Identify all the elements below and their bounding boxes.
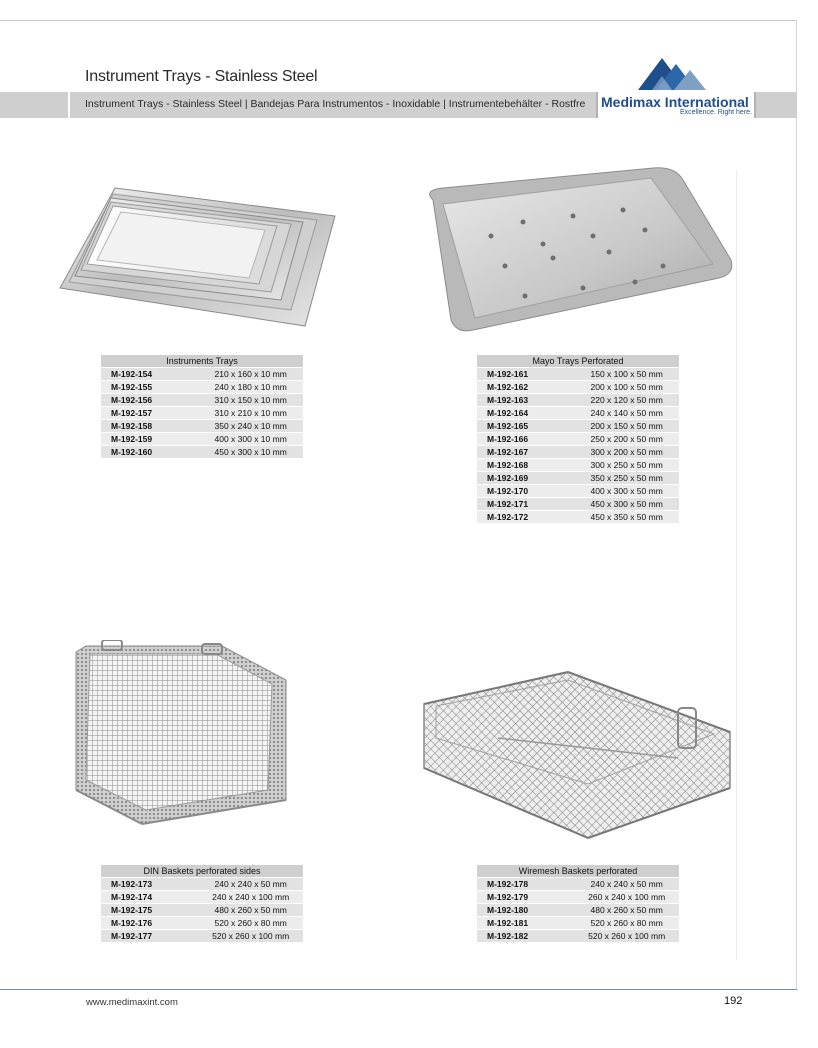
mayo-tray-image [413,160,738,340]
table-row [477,511,679,524]
table-row [101,930,303,943]
table-row [101,917,303,930]
table-heading: Instruments Trays [101,355,303,368]
instrument-trays-table [101,355,303,458]
product-code: M-192-167 [477,446,574,459]
product-code: M-192-163 [477,394,574,407]
product-code: M-192-173 [101,878,198,891]
product-code: M-192-174 [101,891,198,904]
mountain-logo-icon [596,52,756,94]
table-body [477,878,679,943]
company-logo [596,52,756,120]
product-size: 240 x 240 x 50 mm [574,878,679,891]
product-code: M-192-164 [477,407,574,420]
product-code: M-192-157 [101,407,198,420]
product-code: M-192-155 [101,381,198,394]
table-heading: DIN Baskets perforated sides [101,865,303,878]
table-row [101,878,303,891]
table-row [477,381,679,394]
table-row [477,891,679,904]
product-code: M-192-158 [101,420,198,433]
table-row [101,394,303,407]
product-size: 240 x 240 x 50 mm [198,878,303,891]
product-size: 220 x 120 x 50 mm [574,394,679,407]
product-code: M-192-179 [477,891,574,904]
product-code: M-192-178 [477,878,574,891]
product-size: 400 x 300 x 50 mm [574,485,679,498]
product-code: M-192-170 [477,485,574,498]
product-code: M-192-161 [477,368,574,381]
product-size: 450 x 350 x 50 mm [574,511,679,524]
product-size: 300 x 250 x 50 mm [574,459,679,472]
table-body [101,368,303,459]
table-row [101,368,303,381]
product-code: M-192-169 [477,472,574,485]
product-size: 250 x 200 x 50 mm [574,433,679,446]
table-row [477,485,679,498]
product-code: M-192-176 [101,917,198,930]
wiremesh-basket-image [418,668,736,843]
product-code: M-192-166 [477,433,574,446]
product-code: M-192-181 [477,917,574,930]
product-code: M-192-182 [477,930,574,943]
table-row [477,878,679,891]
table-row [477,472,679,485]
product-code: M-192-162 [477,381,574,394]
table-row [477,459,679,472]
product-size: 310 x 210 x 10 mm [198,407,303,420]
product-size: 210 x 160 x 10 mm [198,368,303,381]
table-row [477,433,679,446]
product-code: M-192-159 [101,433,198,446]
page-border-bottom [0,989,797,990]
table-row [477,407,679,420]
table-body [101,878,303,943]
product-size: 150 x 100 x 50 mm [574,368,679,381]
table-row [101,381,303,394]
table-row [477,446,679,459]
table-row [101,433,303,446]
product-size: 300 x 200 x 50 mm [574,446,679,459]
product-size: 520 x 260 x 100 mm [198,930,303,943]
page-subtitle: Instrument Trays - Stainless Steel | Bandejas Para Instrumentos - Inoxidable | Instrumentebehälter - Rostfre [85,98,586,110]
page-border-right [796,20,797,990]
page-number: 192 [724,995,743,1007]
table-row [101,420,303,433]
product-size: 260 x 240 x 100 mm [574,891,679,904]
table-row [477,368,679,381]
subtitle-bar-tick [68,92,70,118]
din-baskets-table [101,865,303,942]
table-body [477,368,679,524]
table-row [477,420,679,433]
product-size: 480 x 260 x 50 mm [198,904,303,917]
table-row [101,904,303,917]
product-size: 520 x 260 x 80 mm [574,917,679,930]
product-size: 310 x 150 x 10 mm [198,394,303,407]
product-code: M-192-180 [477,904,574,917]
product-size: 480 x 260 x 50 mm [574,904,679,917]
product-size: 450 x 300 x 50 mm [574,498,679,511]
product-code: M-192-177 [101,930,198,943]
logo-tagline: Excellence. Right here. [680,109,752,116]
product-size: 200 x 150 x 50 mm [574,420,679,433]
table-row [477,498,679,511]
wiremesh-baskets-table [477,865,679,942]
table-row [477,394,679,407]
product-code: M-192-154 [101,368,198,381]
logo-name: Medimax International [601,94,749,110]
product-size: 400 x 300 x 10 mm [198,433,303,446]
product-code: M-192-156 [101,394,198,407]
product-code: M-192-172 [477,511,574,524]
table-heading: Mayo Trays Perforated [477,355,679,368]
product-code: M-192-165 [477,420,574,433]
table-row [101,446,303,459]
product-code: M-192-171 [477,498,574,511]
table-row [101,407,303,420]
page-border-top [0,20,797,21]
table-heading: Wiremesh Baskets perforated [477,865,679,878]
mayo-trays-table [477,355,679,523]
product-size: 350 x 250 x 50 mm [574,472,679,485]
din-basket-image [72,640,292,830]
table-row [477,917,679,930]
product-size: 520 x 260 x 80 mm [198,917,303,930]
product-size: 350 x 240 x 10 mm [198,420,303,433]
product-size: 240 x 240 x 100 mm [198,891,303,904]
table-row [101,891,303,904]
product-code: M-192-160 [101,446,198,459]
product-size: 240 x 180 x 10 mm [198,381,303,394]
table-row [477,904,679,917]
product-size: 450 x 300 x 10 mm [198,446,303,459]
product-code: M-192-175 [101,904,198,917]
footer-url: www.medimaxint.com [86,997,178,1008]
page-title: Instrument Trays - Stainless Steel [85,68,318,85]
product-size: 240 x 140 x 50 mm [574,407,679,420]
product-size: 200 x 100 x 50 mm [574,381,679,394]
product-code: M-192-168 [477,459,574,472]
instrument-trays-image [55,178,345,338]
table-row [477,930,679,943]
product-size: 520 x 260 x 100 mm [574,930,679,943]
